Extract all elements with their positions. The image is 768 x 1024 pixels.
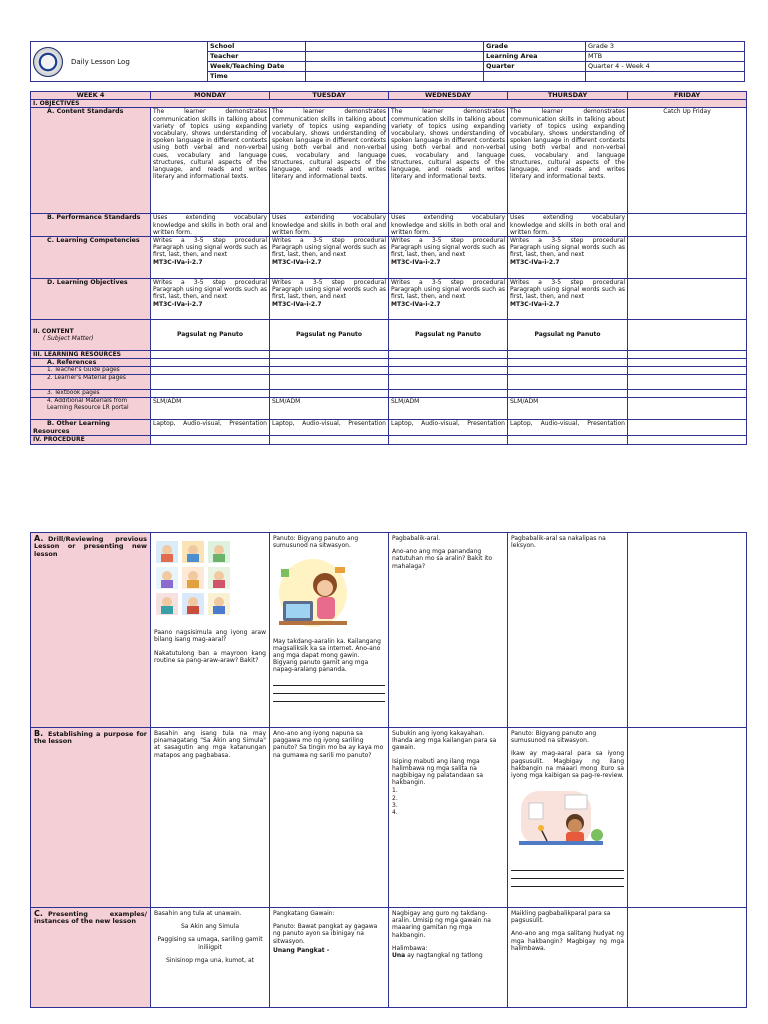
thu-content-standards: The learner demonstrates communication skills in talking about variety of topics using expanding vocabulary, shows understanding of spoken language in different contexts using both verbal and non-verbal cues, vocabulary and language structures, cultural aspects of the language, and reads and writes literary and informational texts. bbox=[508, 108, 628, 214]
field-label bbox=[484, 72, 586, 82]
col-header-monday: MONDAY bbox=[151, 92, 270, 100]
fri-examples bbox=[628, 908, 747, 1008]
thu-competencies: Writes a 3-5 step procedural Paragraph using signal words such as first, last, then, and next MT3C-IVa-i-2.7 bbox=[508, 237, 628, 279]
fri-content bbox=[628, 320, 747, 351]
label-purpose: B. Establishing a purpose for the lesson bbox=[31, 728, 151, 908]
fri-competencies bbox=[628, 237, 747, 279]
label-drill: A. Drill/Reviewing previous Lesson or presenting new lesson bbox=[31, 533, 151, 728]
wed-content-standards: The learner demonstrates communication skills in talking about variety of topics using expanding vocabulary, shows understanding of spoken language in different contexts using both verbal and non-verbal cues, vocabulary and language structures, cultural aspects of the language, and reads and writes literary and informational texts. bbox=[389, 108, 508, 214]
tue-competencies: Writes a 3-5 step procedural Paragraph using signal words such as first, last, then, and next MT3C-IVa-i-2.7 bbox=[270, 237, 389, 279]
thu-examples: Maikling pagbabalikparal para sa pagsusulit. Ano-ano ang mga salitang hudyat ng mga hakbangin? Magbigay ng mga halimbawa. bbox=[508, 908, 628, 1008]
wed-competencies: Writes a 3-5 step procedural Paragraph using signal words such as first, last, then, and next MT3C-IVa-i-2.7 bbox=[389, 237, 508, 279]
mon-content-standards: The learner demonstrates communication skills in talking about variety of topics using expanding vocabulary, shows understanding of spoken language in different contexts using both verbal and non-verbal cues, vocabulary and language structures, cultural aspects of the language, and reads and writes literary and informational texts. bbox=[151, 108, 270, 214]
answer-line bbox=[511, 881, 624, 887]
thu-additional: SLM/ADM bbox=[508, 398, 628, 420]
tue-purpose: Ano-ano ang iyong napuna sa paggawa mo ng iyong sariling panuto? Sa tingin mo ba ay kaya mo na gumawa ng sarili mo panuto? bbox=[270, 728, 389, 908]
thu-drill: Pagbabalik-aral sa nakalipas na leksyon. bbox=[508, 533, 628, 728]
header-table bbox=[30, 41, 745, 82]
field-value: Grade 3 bbox=[586, 42, 745, 52]
mon-performance: Uses extending vocabulary knowledge and skills in both oral and written form. bbox=[151, 214, 270, 237]
tue-performance: Uses extending vocabulary knowledge and skills in both oral and written form. bbox=[270, 214, 389, 237]
mon-competencies: Writes a 3-5 step procedural Paragraph using signal words such as first, last, then, and next MT3C-IVa-i-2.7 bbox=[151, 237, 270, 279]
fri-performance bbox=[628, 214, 747, 237]
field-label: Teacher bbox=[208, 52, 306, 62]
tue-objectives: Writes a 3-5 step procedural Paragraph using signal words such as first, last, then, and next MT3C-IVa-i-2.7 bbox=[270, 279, 389, 320]
col-header-thursday: THURSDAY bbox=[508, 92, 628, 100]
field-label: Quarter bbox=[484, 62, 586, 72]
col-header-week: WEEK 4 bbox=[31, 92, 151, 100]
mon-content: Pagsulat ng Panuto bbox=[151, 320, 270, 351]
label-references: A. References bbox=[31, 359, 151, 367]
wed-drill: Pagbabalik-aral. Ano-ano ang mga panandang natutuhan mo sa aralin? Bakit ito mahalaga? bbox=[389, 533, 508, 728]
section-objectives: I. OBJECTIVES bbox=[31, 100, 747, 108]
field-value bbox=[586, 72, 745, 82]
objectives-table bbox=[30, 91, 747, 445]
mon-objectives: Writes a 3-5 step procedural Paragraph using signal words such as first, last, then, and next MT3C-IVa-i-2.7 bbox=[151, 279, 270, 320]
wed-purpose: Subukin ang iyong kakayahan. Ihanda ang mga kailangan para sa gawain. Isiping mabuti ang ilang mga halimbawa ng mga salita na nagbibigay ng palatandaan sa hakbangin. 1. 2. 3. 4. bbox=[389, 728, 508, 908]
thu-purpose: Panuto: Bigyang panuto ang sumusunod na sitwasyon. Ikaw ay mag-aaral para sa iyong pagsusulit. Magbigay ng ilang hakbangin na maaari mong ituro sa iyong mga kaibigan sa pag-re-review. bbox=[508, 728, 628, 908]
wed-performance: Uses extending vocabulary knowledge and skills in both oral and written form. bbox=[389, 214, 508, 237]
field-label: Learning Area bbox=[484, 52, 586, 62]
tue-content-standards: The learner demonstrates communication skills in talking about variety of topics using expanding vocabulary, shows understanding of spoken language in different contexts using both verbal and non-verbal cues, vocabulary and language structures, cultural aspects of the language, and reads and writes literary and informational texts. bbox=[270, 108, 389, 214]
label-examples: C. Presenting examples/ instances of the new lesson bbox=[31, 908, 151, 1008]
boy-studying-image bbox=[511, 785, 624, 857]
resource-item-3: 3. Textbook pages bbox=[31, 390, 151, 398]
tue-other-resources: Laptop, Audio-visual, Presentation bbox=[270, 420, 389, 436]
daily-routine-collage-image bbox=[154, 539, 266, 621]
tue-content: Pagsulat ng Panuto bbox=[270, 320, 389, 351]
mon-other-resources: Laptop, Audio-visual, Presentation bbox=[151, 420, 270, 436]
answer-line bbox=[511, 873, 624, 879]
fri-catch-up: Catch Up Friday bbox=[628, 108, 747, 214]
field-value bbox=[306, 72, 484, 82]
mon-additional: SLM/ADM bbox=[151, 398, 270, 420]
resource-item-2: 2. Learner's Material pages bbox=[31, 375, 151, 390]
field-value: MTB bbox=[586, 52, 745, 62]
label-content: II. CONTENT ( Subject Matter) bbox=[31, 320, 151, 351]
thu-other-resources: Laptop, Audio-visual, Presentation bbox=[508, 420, 628, 436]
field-value bbox=[306, 42, 484, 52]
wed-other-resources: Laptop, Audio-visual, Presentation bbox=[389, 420, 508, 436]
wed-objectives: Writes a 3-5 step procedural Paragraph using signal words such as first, last, then, and next MT3C-IVa-i-2.7 bbox=[389, 279, 508, 320]
field-value bbox=[306, 62, 484, 72]
field-value: Quarter 4 - Week 4 bbox=[586, 62, 745, 72]
procedure-table bbox=[30, 532, 747, 1008]
fri-drill bbox=[628, 533, 747, 728]
mon-drill: Paano nagsisimula ang iyong araw bilang isang mag-aaral? Nakatutulong ban a mayroon kang routine sa pang-araw-araw? Bakit? bbox=[151, 533, 270, 728]
resource-item-4: 4. Additional Materials from Learning Resource LR portal bbox=[31, 398, 151, 420]
field-label: School bbox=[208, 42, 306, 52]
fri-purpose bbox=[628, 728, 747, 908]
resource-item-1: 1. Teacher's Guide pages bbox=[31, 367, 151, 375]
label-other-resources: B. Other Learning Resources bbox=[31, 420, 151, 436]
wed-content: Pagsulat ng Panuto bbox=[389, 320, 508, 351]
label-performance-standards: B. Performance Standards bbox=[31, 214, 151, 237]
deped-seal-icon bbox=[33, 47, 63, 77]
field-label: Grade bbox=[484, 42, 586, 52]
label-procedure: IV. PROCEDURE bbox=[31, 436, 151, 444]
field-label: Time bbox=[208, 72, 306, 82]
wed-examples: Nagbigay ang guro ng takdang-aralin. Umisip ng mga gawain na maaaring gamitan ng mga hakbangin. Halimbawa: Una ay nagtangkal ng tatlong bbox=[389, 908, 508, 1008]
thu-objectives: Writes a 3-5 step procedural Paragraph using signal words such as first, last, then, and next MT3C-IVa-i-2.7 bbox=[508, 279, 628, 320]
logo-cell bbox=[31, 42, 208, 82]
wed-additional: SLM/ADM bbox=[389, 398, 508, 420]
answer-line bbox=[273, 696, 385, 702]
mon-purpose: Basahin ang isang tula na may pinamagatang "Sa Akin ang Simula" at sasagutin ang mga katanungan matapos ang pagbabasa. bbox=[151, 728, 270, 908]
fri-objectives bbox=[628, 279, 747, 320]
field-label: Week/Teaching Date bbox=[208, 62, 306, 72]
answer-line bbox=[273, 688, 385, 694]
col-header-tuesday: TUESDAY bbox=[270, 92, 389, 100]
label-competencies: C. Learning Competencies bbox=[31, 237, 151, 279]
dll-title: Daily Lesson Log bbox=[71, 57, 130, 66]
label-learning-objectives: D. Learning Objectives bbox=[31, 279, 151, 320]
label-content-standards: A. Content Standards bbox=[31, 108, 151, 214]
tue-drill: Panuto: Bigyang panuto ang sumusunod na sitwasyon. May takdang-aaralin ka. Kailangang magsaliksik ka sa internet. Ano-ano ang mga dapat mong gawin. Bigyang panuto gamit ang mga napag-aralang pananda. bbox=[270, 533, 389, 728]
girl-at-computer-image bbox=[273, 555, 385, 633]
answer-line bbox=[511, 865, 624, 871]
tue-additional: SLM/ADM bbox=[270, 398, 389, 420]
thu-performance: Uses extending vocabulary knowledge and skills in both oral and written form. bbox=[508, 214, 628, 237]
thu-content: Pagsulat ng Panuto bbox=[508, 320, 628, 351]
tue-examples: Pangkatang Gawain: Panuto: Bawat pangkat ay gagawa ng panuto ayon sa ibinigay na sitwasyon. Unang Pangkat - bbox=[270, 908, 389, 1008]
field-value bbox=[306, 52, 484, 62]
col-header-friday: FRIDAY bbox=[628, 92, 747, 100]
label-learning-resources: III. LEARNING RESOURCES bbox=[31, 351, 151, 359]
col-header-wednesday: WEDNESDAY bbox=[389, 92, 508, 100]
answer-line bbox=[273, 680, 385, 686]
mon-examples: Basahin ang tula at unawain. Sa Akin ang Simula Paggising sa umaga, sariling gamit iniliigpit Sinisinop mga una, kumot, at bbox=[151, 908, 270, 1008]
